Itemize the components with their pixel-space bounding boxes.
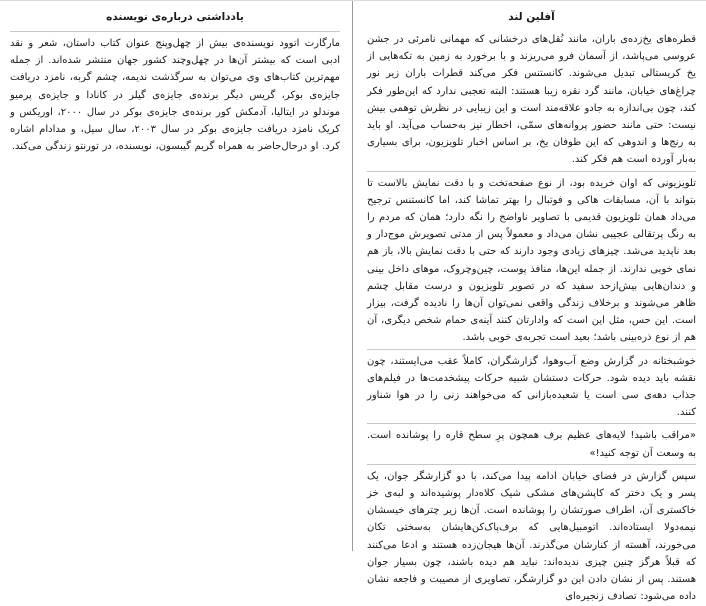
paragraph: سپس گزارش در فضای خیابان ادامه پیدا می‌کند، با دو گزارشگر جوان، یک پسر و یک دختر که کاپشن‌های مشکی شیک کلاه‌دار پوشیده‌اند و لبه‌ی خز خاکستری آن، اطراف صورتشان را پوشانده است. آن‌ها زیر چترهای خیسشان نیمه‌دولا ایستاده‌اند. اتومبیل‌هایی که برف‌پاک‌کن‌هایشان به‌سختی تکان می‌خورند، آهسته از کنارشان می‌گذرند. آن‌ها هیجان‌زده هستند و ادعا می‌کنند که قبلاً هرگز چنین چیزی ندیده‌اند: نباید هم دیده باشند، چون بسیار جوان هستند. پس از نشان دادن این دو گزارشگر، تصاویری از مصیبت و فاجعه نشان داده می‌شود: تصادف زنجیره‌ای <box>367 470 696 603</box>
section-divider <box>367 349 696 350</box>
paragraph: تلویزیونی که اوان خریده بود، از نوع صفحه‌تخت و با دقت نمایش بالاست تا بتواند با آن، مسابقات هاکی و فوتبال را بهتر تماشا کند، اما کانستنس ترجیح می‌داد همان تلویزیون قدیمی با تصاویر ناواضح را نگه دارد؛ همان که مردم را به رنگ پرتقالی عجیبی نشان می‌داد و معمولاً پس از مدتی تصویرش موج‌دار و بعد ناپدید می‌شد. چیزهای زیادی وجود دارند که حتی با دقت نمایش بالا، باز هم نمای خوبی ندارند. از جمله این‌ها، منافذ پوست، چین‌وچروک، موهای داخل بینی و دندان‌هایی بیش‌ازحد سفید که در تصویر تلویزیون و درست مقابل چشم ظاهر می‌شوند و برخلاف زندگی واقعی نمی‌توان آن‌ها را نادیده گرفت، بیزار است. این حس، مثل این است که وادارتان کنند آینه‌ی حمام شخص دیگری، آن هم از نوع ذره‌بینی باشد؛ بعید است تجربه‌ی خوبی باشد. <box>367 177 696 344</box>
section-divider <box>367 464 696 465</box>
page-title: آفلین لند <box>508 11 555 23</box>
paragraph: مارگارت اتوود نویسنده‌ی بیش از چهل‌وپنج عنوان کتاب داستان، شعر و نقد ادبی است که بیشتر آن‌ها در چهل‌وچند کشور جهان منتشر شده‌اند. از جمله مهم‌ترین کتاب‌های وی می‌توان به سرگذشت ندیمه، چشم گربه، نامزد دریافت جایزه‌ی بوکر، گریس دیگر برنده‌ی جایزه‌ی گیلر در کانادا و جایزه‌ی پرمیو موندلو در ایتالیا، آدمکش کور برنده‌ی جایزه‌ی بوکر در سال ۲۰۰۰، اوریکس و کریک نامزد دریافت جایزه‌ی بوکر در سال ۲۰۰۳، سال سیل، و مدادام اشاره کرد. او درحال‌حاضر به همراه گریم گیبسون، نویسنده، در تورنتو زندگی می‌کند. <box>10 38 341 153</box>
paragraph: «مراقب باشید! لایه‌های عظیم برف همچون پرِ سطح قاره را پوشانده است. به وسعت آن توجه کنید!» <box>367 430 696 459</box>
paragraph: خوشبختانه در گزارش وضع آب‌وهوا، گزارشگران، کاملاً عقب می‌ایستند، چون نقشه باید دیده شود. حرکات دستشان شبیه حرکات پیشخدمت‌ها در فیلم‌های جذاب دهه‌ی سی است یا شعبده‌بازانی که می‌خواهند زنی را در هوا شناور کنند. <box>367 355 696 419</box>
section-divider <box>367 423 696 424</box>
paragraph: قطره‌های یخ‌زده‌ی باران، مانند نُقل‌های درخشانی که مهمانی نامرئی در جشن عروسی می‌پاشد، از آسمان فرو می‌ریزند و با برخورد به زمین به تکه‌هایی از یخ کریستالی تبدیل می‌شوند. کانستنس فکر می‌کند قطرات باران زیر نور چراغ‌های خیابان، مانند گرد نقره زیبا هستند: البته تعجبی ندارد که این‌طور فکر کند، چون بی‌اندازه به جادو علاقه‌مند است و این زیبایی در نظرش توهمی بیش نیست: حتی مانند حضور پروانه‌های سمّی، اخطار نیز به‌حساب می‌آید. او باید به رنج‌ها و اندوهی که این طوفان یخ، بر اساس اخبار تلویزیون، برای بسیاری به‌بار آورده است هم فکر کند. <box>367 34 696 166</box>
right-page <box>353 1 706 603</box>
section-divider <box>367 171 696 172</box>
left-page <box>0 1 352 551</box>
page-title: یادداشتی درباره‌ی نویسنده <box>106 11 244 23</box>
title-rule <box>10 31 340 32</box>
